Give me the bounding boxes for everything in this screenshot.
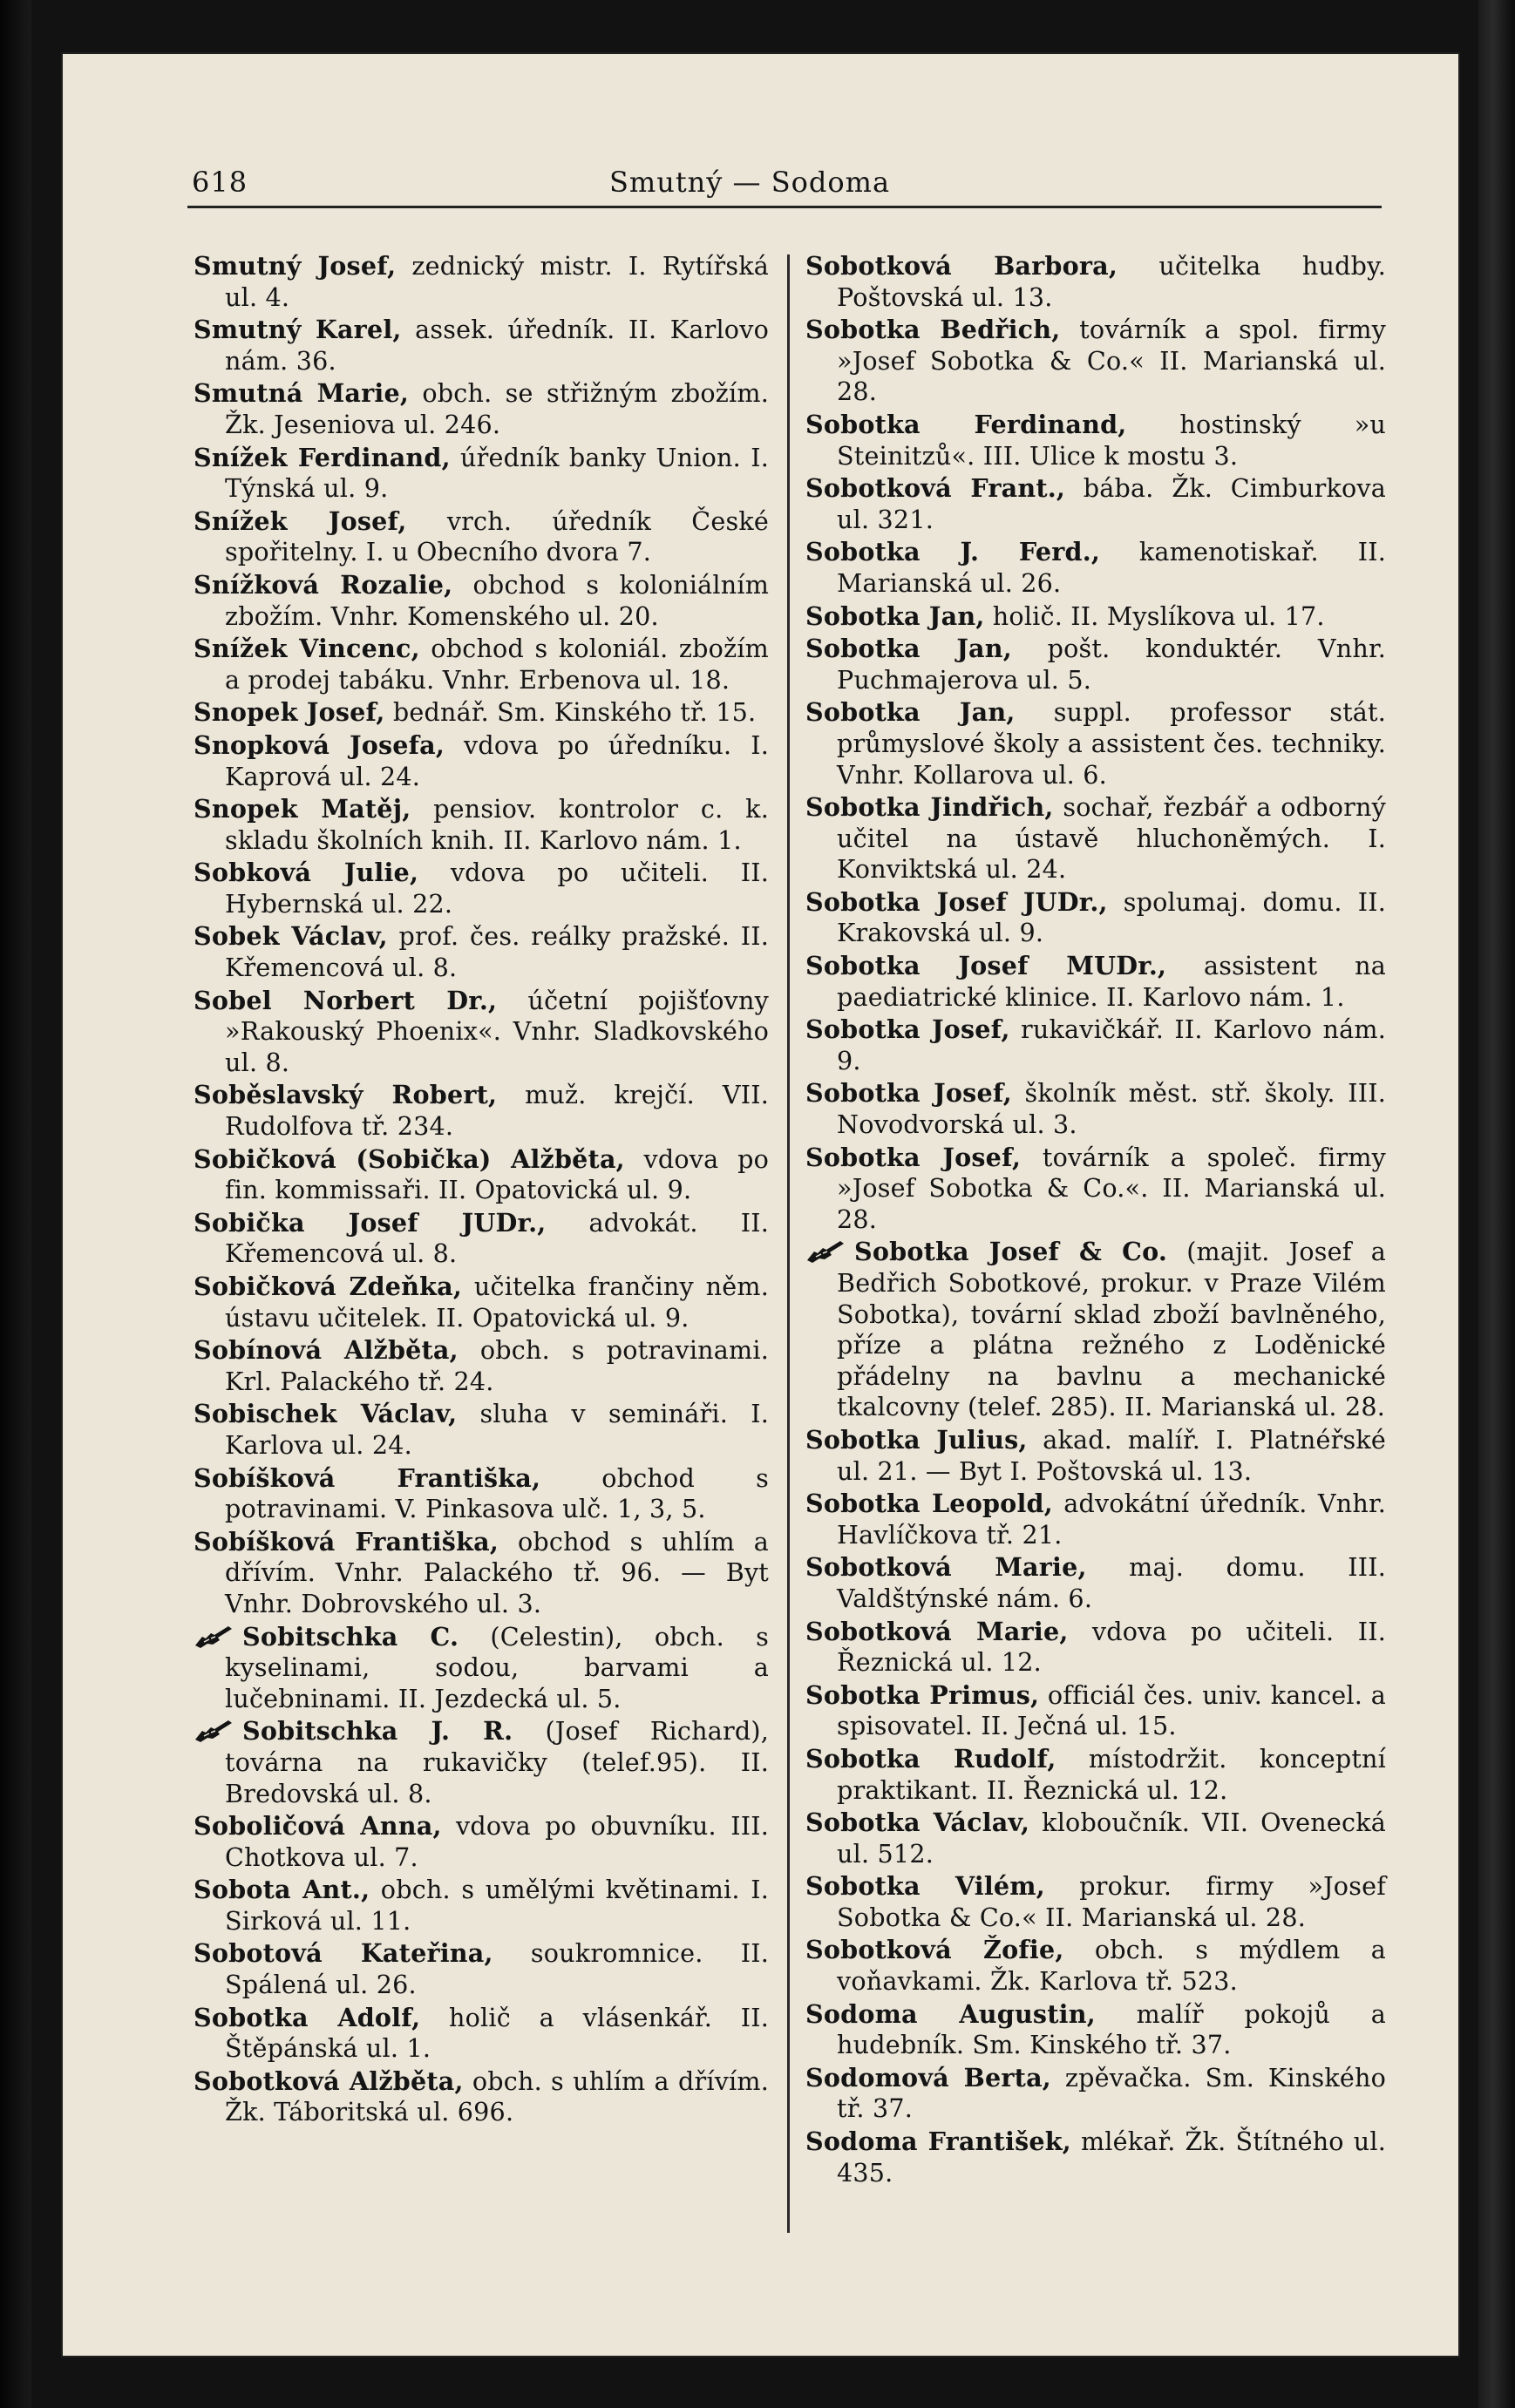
directory-entry xyxy=(194,1716,769,1809)
directory-entry xyxy=(194,1938,769,2000)
entry-details: úředník banky Union. I. Týnská ul. 9. xyxy=(225,442,769,504)
entry-name: Snopek Josef, xyxy=(194,697,385,728)
entry-details: prof. čes. reálky pražské. II. Křemencová ul. 8. xyxy=(225,921,769,983)
directory-entry xyxy=(805,634,1386,695)
entry-details: mlékař. Žk. Štítného ul. 435. xyxy=(837,2127,1386,2188)
entry-name: Snopek Matěj, xyxy=(194,794,411,824)
entry-details: zpěvačka. Sm. Kinského tř. 37. xyxy=(837,2062,1386,2124)
entry-name: Sobotka Josef MUDr., xyxy=(805,951,1167,981)
scan-edge-left xyxy=(0,0,31,2408)
entry-details: advokát. II. Křemencová ul. 8. xyxy=(225,1207,769,1269)
entry-name: Smutný Josef, xyxy=(194,251,397,281)
entry-name: Snopková Josefa, xyxy=(194,729,445,760)
directory-entry xyxy=(805,1935,1386,1997)
directory-entry xyxy=(194,1335,769,1397)
entry-name: Sobotka Julius, xyxy=(805,1424,1028,1455)
entry-details: advokátní úředník. Vnhr. Havlíčkova tř. 21. xyxy=(837,1489,1387,1550)
entry-name: Sobotka Jindřich, xyxy=(805,792,1054,823)
entry-details: spolumaj. domu. II. Krakovská ul. 9. xyxy=(837,886,1386,948)
directory-entry xyxy=(805,697,1386,790)
entry-name: Sodomová Berta, xyxy=(805,2062,1051,2093)
entry-name: Sobínová Alžběta, xyxy=(194,1335,459,1366)
entry-name: Snížková Rozalie, xyxy=(194,569,453,600)
directory-entry xyxy=(805,1552,1386,1614)
entry-name: Sobotka Jan, xyxy=(805,697,1016,728)
directory-entry xyxy=(194,251,769,313)
directory-entry xyxy=(805,251,1386,313)
entry-name: Sobotka Jan, xyxy=(805,600,985,631)
directory-entry xyxy=(805,1237,1386,1423)
entry-details: maj. domu. III. Valdštýnské nám. 6. xyxy=(837,1552,1386,1613)
directory-entry xyxy=(194,2003,769,2065)
entry-details: soukromnice. II. Spálená ul. 26. xyxy=(225,1938,769,2000)
entry-name: Sobotka Josef, xyxy=(805,1078,1012,1109)
scan-edge-right xyxy=(1478,0,1515,2408)
entry-details: vdova po fin. kommissaři. II. Opatovická ul. 9. xyxy=(225,1143,769,1205)
entry-details: učitelka hudby. Poštovská ul. 13. xyxy=(837,251,1386,312)
directory-entry xyxy=(194,634,769,695)
entry-name: Sobotka Josef, xyxy=(805,1142,1022,1172)
directory-entry xyxy=(805,601,1386,633)
entry-name: Sobotka Ferdinand, xyxy=(805,409,1127,439)
entry-name: Sobičková Zdeňka, xyxy=(194,1272,463,1301)
entry-name: Sobotová Kateřina, xyxy=(194,1938,493,1969)
entry-details: holič. II. Myslíkova ul. 17. xyxy=(984,600,1325,631)
entry-name: Sobotková Marie, xyxy=(805,1552,1087,1583)
directory-entry xyxy=(805,315,1386,408)
directory-entry xyxy=(805,410,1386,471)
entry-details: vdova po učiteli. II. Řeznická ul. 12. xyxy=(837,1616,1386,1678)
directory-entry xyxy=(805,2127,1386,2188)
entry-details: assistent na paediatrické klinice. II. Karlovo nám. 1. xyxy=(837,951,1386,1012)
directory-entry xyxy=(194,1622,769,1715)
entry-name: Smutná Marie, xyxy=(194,378,410,409)
entry-details: suppl. professor stát. průmyslové školy a assistent čes. techniky. Vnhr. Kollarova ul. 6. xyxy=(837,697,1386,790)
header-rule xyxy=(187,206,1382,208)
entry-details: obch. s umělými květinami. I. Sirková ul. 11. xyxy=(225,1875,770,1936)
entry-name: Snížek Ferdinand, xyxy=(194,442,451,472)
entry-name: Sobek Václav, xyxy=(194,921,388,952)
entry-name: Sobičková (Sobička) Alžběta, xyxy=(194,1143,625,1174)
entry-name: Smutný Karel, xyxy=(194,315,402,345)
entry-name: Sobotka Josef JUDr., xyxy=(805,886,1108,917)
entry-name: Sobková Julie, xyxy=(194,858,419,888)
entry-details: učitelka frančiny něm. ústavu učitelek. II. Opatovická ul. 9. xyxy=(225,1272,769,1333)
directory-entry xyxy=(805,1808,1386,1869)
directory-entry xyxy=(805,1680,1386,1742)
entry-details: pensiov. kontrolor c. k. skladu školních knih. II. Karlovo nám. 1. xyxy=(225,794,769,855)
entry-details: obchod s uhlím a dřívím. Vnhr. Palackého tř. 96. — Byt Vnhr. Dobrovského ul. 3. xyxy=(225,1526,769,1618)
directory-entry xyxy=(194,1527,769,1620)
entry-details: (Josef Richard), továrna na rukavičky (telef.95). II. Bredovská ul. 8. xyxy=(225,1716,769,1808)
entry-name: Sobotková Alžběta, xyxy=(194,2065,464,2096)
directory-entry xyxy=(805,887,1386,949)
entry-name: Sobíšková Františka, xyxy=(194,1462,541,1493)
entry-details: malíř pokojů a hudebník. Sm. Kinského tř. 37. xyxy=(837,1998,1386,2060)
directory-entry xyxy=(194,1463,769,1525)
entry-details: účetní pojišťovny »Rakouský Phoenix«. Vnhr. Sladkovského ul. 8. xyxy=(225,985,769,1077)
directory-entry xyxy=(805,1617,1386,1679)
directory-entry xyxy=(805,792,1386,885)
entry-name: Sodoma František, xyxy=(805,2127,1071,2157)
directory-entry xyxy=(805,1078,1386,1140)
entry-name: Sobischek Václav, xyxy=(194,1399,458,1429)
entry-name: Snížek Josef, xyxy=(194,505,407,536)
directory-entry xyxy=(805,1489,1386,1550)
directory-entry xyxy=(194,1875,769,1937)
entry-details: vdova po úředníku. I. Kaprová ul. 24. xyxy=(225,729,769,791)
entry-details: hostinský »u Steinitzů«. III. Ulice k mostu 3. xyxy=(837,409,1386,471)
directory-entry xyxy=(194,986,769,1079)
directory-entry xyxy=(194,697,769,729)
entry-details: sluha v semináři. I. Karlova ul. 24. xyxy=(225,1399,770,1460)
entry-name: Sobotka Primus, xyxy=(805,1679,1040,1710)
directory-entry xyxy=(805,1014,1386,1076)
entry-name: Sobotková Barbora, xyxy=(805,251,1118,281)
entry-details: prokur. firmy »Josef Sobotka & Co.« II. Marianská ul. 28. xyxy=(837,1871,1386,1932)
entry-details: muž. krejčí. VII. Rudolfova tř. 234. xyxy=(225,1080,769,1142)
entry-details: obchod s koloniál. zbožím a prodej tabáku. Vnhr. Erbenova ul. 18. xyxy=(225,634,769,695)
entry-name: Sobotka J. Ferd., xyxy=(805,537,1100,567)
directory-entry xyxy=(805,537,1386,599)
entry-details: bednář. Sm. Kinského tř. 15. xyxy=(384,697,757,728)
entry-name: Sobotka Vilém, xyxy=(805,1871,1045,1902)
entry-details: vrch. úředník České spořitelny. I. u Obecního dvora 7. xyxy=(225,505,769,567)
running-title: Smutný — Sodoma xyxy=(608,166,891,199)
entry-details: sochař, řezbář a odborný učitel na ústavě hluchoněmých. I. Konviktská ul. 24. xyxy=(837,792,1386,885)
directory-entry xyxy=(194,378,769,440)
directory-entry xyxy=(194,1144,769,1206)
entry-name: Sobotka Josef & Co. xyxy=(854,1237,1167,1267)
entry-details: továrník a společ. firmy »Josef Sobotka & Co.«. II. Marianská ul. 28. xyxy=(837,1142,1386,1234)
entry-details: vdova po učiteli. II. Hybernská ul. 22. xyxy=(225,858,769,919)
directory-entry xyxy=(194,2066,769,2128)
entry-details: obch. s potravinami. Krl. Palackého tř. 24. xyxy=(225,1335,769,1396)
entry-name: Sobota Ant., xyxy=(194,1875,370,1905)
page-number: 618 xyxy=(192,166,248,199)
entry-details: továrník a spol. firmy »Josef Sobotka & Co.« II. Marianská ul. 28. xyxy=(837,315,1386,407)
entry-details: akad. malíř. I. Platnéřské ul. 21. — Byt I. Poštovská ul. 13. xyxy=(837,1424,1386,1486)
entry-details: rukavičkář. II. Karlovo nám. 9. xyxy=(837,1014,1386,1075)
entry-details: obch. s uhlím a dřívím. Žk. Táboritská ul. 696. xyxy=(225,2065,769,2127)
entry-name: Sobotka Leopold, xyxy=(805,1489,1053,1519)
directory-entry xyxy=(805,951,1386,1013)
pointing-hand-icon xyxy=(194,1717,235,1743)
directory-entry xyxy=(194,730,769,792)
entry-name: Sodoma Augustin, xyxy=(805,1998,1096,2029)
entry-name: Sobitschka J. R. xyxy=(242,1716,513,1747)
pointing-hand-icon xyxy=(805,1238,847,1264)
entry-details: zednický mistr. I. Rytířská ul. 4. xyxy=(225,251,769,312)
left-column xyxy=(194,251,769,2130)
entry-details: vdova po obuvníku. III. Chotkova ul. 7. xyxy=(225,1811,769,1872)
directory-entry xyxy=(194,506,769,568)
entry-name: Sobotková Žofie, xyxy=(805,1935,1064,1965)
right-column xyxy=(805,251,1386,2190)
entry-details: pošt. konduktér. Vnhr. Puchmajerova ul. 5. xyxy=(837,634,1386,695)
directory-entry xyxy=(805,2063,1386,2125)
directory-entry xyxy=(805,1425,1386,1487)
entry-details: obchod s koloniálním zbožím. Vnhr. Komenského ul. 20. xyxy=(225,569,770,631)
entry-details: obchod s potravinami. V. Pinkasova ulč. 1, 3, 5. xyxy=(225,1462,769,1524)
entry-details: officiál čes. univ. kancel. a spisovatel. II. Ječná ul. 15. xyxy=(837,1679,1386,1741)
directory-entry xyxy=(194,1272,769,1333)
directory-entry xyxy=(194,443,769,505)
entry-name: Soboličová Anna, xyxy=(194,1811,442,1842)
entry-name: Sobotka Josef, xyxy=(805,1014,1010,1045)
entry-name: Sobotka Adolf, xyxy=(194,2002,421,2032)
entry-details: kloboučník. VII. Ovenecká ul. 512. xyxy=(837,1808,1386,1869)
entry-name: Sobotka Rudolf, xyxy=(805,1743,1056,1774)
directory-entry xyxy=(805,1871,1386,1933)
column-divider xyxy=(787,254,790,2233)
directory-entry xyxy=(194,315,769,376)
directory-entry xyxy=(805,1999,1386,2061)
entry-details: školník měst. stř. školy. III. Novodvorská ul. 3. xyxy=(837,1078,1386,1140)
directory-entry xyxy=(194,1399,769,1461)
directory-entry xyxy=(194,794,769,856)
directory-entry xyxy=(194,570,769,632)
entry-details: kamenotiskař. II. Marianská ul. 26. xyxy=(837,537,1386,598)
entry-name: Sobitschka C. xyxy=(242,1621,459,1652)
entry-details: obch. se střižným zbožím. Žk. Jeseniova ul. 246. xyxy=(225,378,769,439)
entry-details: (majit. Josef a Bedřich Sobotkové, prokur. v Praze Vilém Sobotka), tovární sklad zboží bavlněného, příze a plátna režného z Loděnické přádelny na bavlnu a mechanické tkalcovny (telef. 285). II. Marianská ul. 28. xyxy=(837,1237,1386,1422)
entry-details: assek. úředník. II. Karlovo nám. 36. xyxy=(225,315,769,376)
entry-name: Sobíšková Františka, xyxy=(194,1526,499,1557)
entry-name: Sobička Josef JUDr., xyxy=(194,1207,547,1238)
entry-name: Snížek Vincenc, xyxy=(194,634,420,664)
entry-name: Sobotková Frant., xyxy=(805,473,1066,504)
entry-details: obch. s mýdlem a voňavkami. Žk. Karlova tř. 523. xyxy=(837,1935,1386,1997)
entry-name: Sobotka Václav, xyxy=(805,1808,1030,1838)
directory-entry xyxy=(194,858,769,919)
pointing-hand-icon xyxy=(194,1623,235,1649)
entry-name: Sobotková Marie, xyxy=(805,1616,1069,1646)
entry-name: Sobel Norbert Dr., xyxy=(194,985,498,1015)
entry-name: Sobotka Bedřich, xyxy=(805,315,1061,345)
directory-entry xyxy=(194,1208,769,1270)
directory-entry xyxy=(194,1080,769,1142)
directory-entry xyxy=(194,921,769,983)
entry-details: holič a vlásenkář. II. Štěpánská ul. 1. xyxy=(225,2002,770,2064)
directory-entry xyxy=(194,1811,769,1873)
entry-details: (Celestin), obch. s kyselinami, sodou, barvami a lučebninami. II. Jezdecká ul. 5. xyxy=(225,1621,769,1713)
entry-details: místodržit. konceptní praktikant. II. Řeznická ul. 12. xyxy=(837,1743,1386,1805)
running-head xyxy=(131,162,1369,202)
directory-entry xyxy=(805,473,1386,535)
entry-details: bába. Žk. Cimburkova ul. 321. xyxy=(837,473,1387,534)
entry-name: Sobotka Jan, xyxy=(805,634,1012,664)
directory-entry xyxy=(805,1143,1386,1236)
directory-entry xyxy=(805,1744,1386,1806)
entry-name: Soběslavský Robert, xyxy=(194,1080,498,1110)
